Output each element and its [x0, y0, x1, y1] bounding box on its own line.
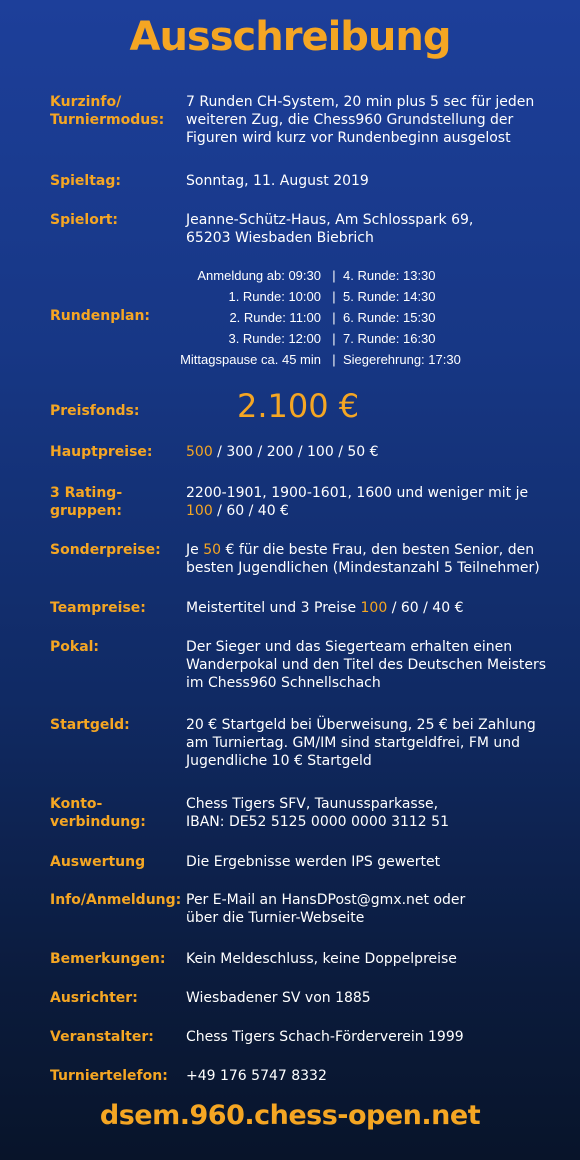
rating-first: 100 — [186, 503, 213, 519]
schedule-right: Siegerehrung: 17:30 — [343, 352, 461, 367]
startgeld-value: 20 € Startgeld bei Überweisung, 25 € bei Zahlung am Turniertag. GM/IM sind startgeldfrei, FM und Jugendliche 10 € Startgeld — [186, 717, 536, 769]
sonderpreise-value — [186, 541, 556, 577]
teampreise-value — [186, 599, 556, 617]
rating-label: 3 Rating- gruppen: — [50, 485, 123, 519]
spieltag-value: Sonntag, 11. August 2019 — [186, 173, 369, 189]
hauptpreise-first: 500 — [186, 444, 213, 460]
schedule-left: Mittagspause ca. 45 min — [180, 352, 321, 367]
pokal-label: Pokal: — [50, 639, 100, 655]
teampreise-rest: / 60 / 40 € — [387, 600, 464, 616]
spielort-label: Spielort: — [50, 212, 119, 228]
sonderpreise-amount: 50 — [203, 542, 222, 558]
telefon-value: +49 176 5747 8332 — [186, 1068, 327, 1084]
website-link[interactable]: dsem.960.chess-open.net — [99, 1100, 481, 1131]
spieltag-label: Spieltag: — [50, 173, 121, 189]
startgeld-label: Startgeld: — [50, 717, 130, 733]
schedule-left: Anmeldung ab: 09:30 — [197, 268, 321, 283]
konto-label: Konto- verbindung: — [50, 796, 146, 830]
schedule-right: 5. Runde: 14:30 — [343, 289, 436, 304]
schedule-right: 7. Runde: 16:30 — [343, 331, 436, 346]
rating-groups: 2200-1901, 1900-1601, 1600 und weniger mit je — [186, 485, 529, 501]
rating-value — [186, 484, 556, 520]
schedule-separator: | — [332, 352, 336, 367]
pokal-value: Der Sieger und das Siegerteam erhalten einen Wanderpokal und den Titel des Deutschen Meisters im Chess960 Schnellschach — [186, 639, 547, 691]
kurzinfo-value: 7 Runden CH-System, 20 min plus 5 sec für jeden weiteren Zug, die Chess960 Grundstellung der Figuren wird kurz vor Rundenbeginn ausgelost — [186, 94, 535, 146]
auswertung-label: Auswertung — [50, 854, 146, 870]
schedule-separator: | — [332, 268, 336, 283]
konto-value: Chess Tigers SFV, Taunussparkasse, IBAN: DE52 5125 0000 0000 3112 51 — [186, 796, 449, 830]
hauptpreise-label: Hauptpreise: — [50, 444, 153, 460]
teampreise-pre: Meistertitel und 3 Preise — [186, 600, 361, 616]
rundenplan-label: Rundenplan: — [50, 308, 151, 324]
schedule-separator: | — [332, 331, 336, 346]
veranstalter-value: Chess Tigers Schach-Förderverein 1999 — [186, 1029, 464, 1045]
ausrichter-label: Ausrichter: — [50, 990, 138, 1006]
hauptpreise-rest: / 300 / 200 / 100 / 50 € — [212, 444, 379, 460]
hauptpreise-value — [186, 443, 556, 461]
info-value: Per E-Mail an HansDPost@gmx.net oder über die Turnier-Webseite — [186, 892, 466, 926]
schedule-left: 1. Runde: 10:00 — [228, 289, 321, 304]
schedule-left: 2. Runde: 11:00 — [229, 310, 321, 325]
teampreise-label: Teampreise: — [50, 600, 146, 616]
teampreise-first: 100 — [360, 600, 388, 616]
veranstalter-label: Veranstalter: — [50, 1029, 154, 1045]
schedule-right: 4. Runde: 13:30 — [343, 268, 436, 283]
ausrichter-value: Wiesbadener SV von 1885 — [186, 990, 371, 1006]
kurzinfo-label: Kurzinfo/ Turniermodus: — [50, 94, 165, 128]
bemerkungen-label: Bemerkungen: — [50, 951, 166, 967]
preisfonds-label: Preisfonds: — [50, 403, 140, 419]
spielort-value: Jeanne-Schütz-Haus, Am Schlosspark 69, 65203 Wiesbaden Biebrich — [186, 212, 474, 246]
auswertung-value: Die Ergebnisse werden IPS gewertet — [186, 854, 441, 870]
schedule-separator: | — [332, 289, 336, 304]
schedule-separator: | — [332, 310, 336, 325]
sonderpreise-pre: Je — [186, 542, 204, 558]
page-title: Ausschreibung — [129, 14, 451, 60]
rating-rest: / 60 / 40 € — [212, 503, 289, 519]
schedule-right: 6. Runde: 15:30 — [343, 310, 436, 325]
preisfonds-value: 2.100 € — [237, 387, 360, 425]
sonderpreise-post: € für die beste Frau, den besten Senior, den besten Jugendlichen (Mindestanzahl 5 Teilnehmer) — [186, 542, 540, 576]
telefon-label: Turniertelefon: — [50, 1068, 168, 1084]
bemerkungen-value: Kein Meldeschluss, keine Doppelpreise — [186, 951, 457, 967]
schedule-left: 3. Runde: 12:00 — [228, 331, 321, 346]
sonderpreise-label: Sonderpreise: — [50, 542, 161, 558]
info-label: Info/Anmeldung: — [50, 892, 182, 908]
